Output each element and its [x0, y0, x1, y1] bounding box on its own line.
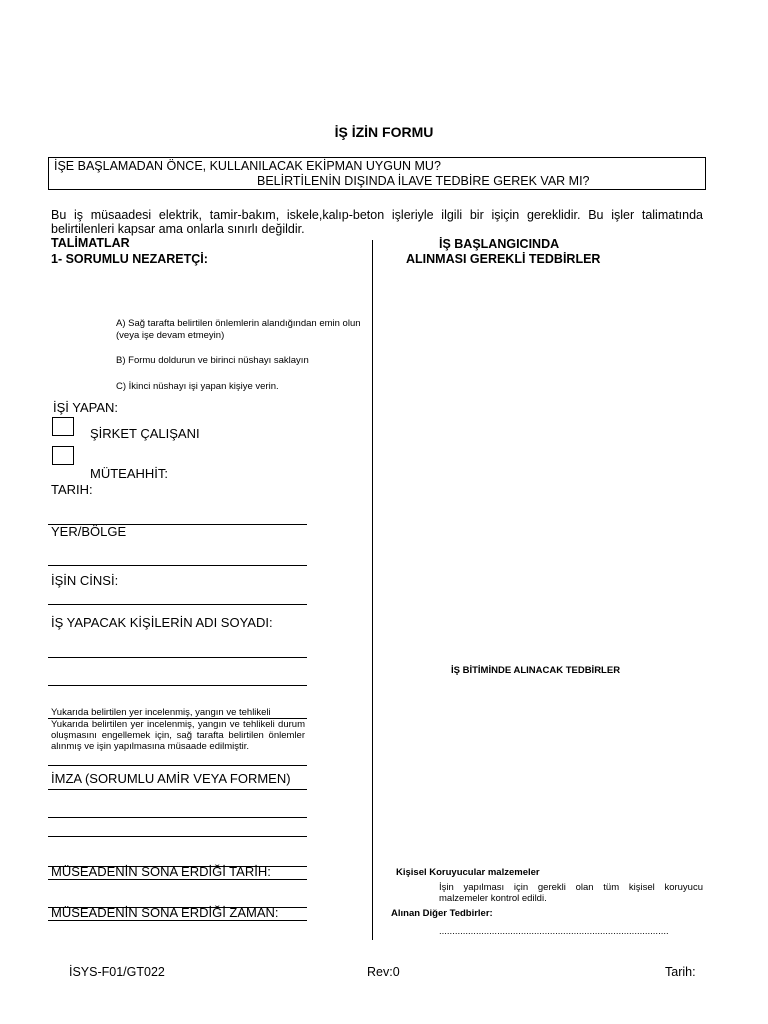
location-line[interactable]	[48, 565, 307, 566]
other-measures-dots[interactable]: .......................................................................................	[439, 926, 669, 937]
workers-names-label: İŞ YAPACAK KİŞİLERİN ADI SOYADI:	[51, 615, 273, 630]
signature-line-1[interactable]	[48, 789, 307, 790]
workers-line-2[interactable]	[48, 685, 307, 686]
end-measures-heading: İŞ BİTİMİNDE ALINACAK TEDBİRLER	[451, 665, 621, 676]
signature-line-3[interactable]	[48, 836, 307, 837]
end-date-label: MÜSEADENİN SONA ERDİĞİ TARİH:	[51, 864, 271, 879]
intro-paragraph: Bu iş müsaadesi elektrik, tamir-bakım, iskele,kalıp-beton işleriyle ilgili bir işiçin gereklidir. Bu işler talimatında belirtilenleri kapsar ama onlarla sınırlı değildir.	[51, 208, 703, 236]
signature-top-line	[48, 765, 307, 766]
instruction-a: A) Sağ tarafta belirtilen önlemlerin alandığından emin olun (veya işe devam etmeyin)	[116, 318, 361, 341]
start-measures-heading: İŞ BAŞLANGICINDA	[439, 237, 560, 251]
supervisor-heading: 1- SORUMLU NEZARETÇİ:	[51, 252, 208, 266]
declaration-paragraph: Yukarıda belirtilen yer incelenmiş, yangın ve tehlikeli	[51, 707, 271, 718]
instruction-b: B) Formu doldurun ve birinci nüshayı saklayın	[116, 355, 309, 366]
footer-revision: Rev:0	[367, 965, 400, 979]
isi-yapan-label: İŞİ YAPAN:	[53, 400, 119, 415]
footer-doc-code: İSYS-F01/GT022	[69, 965, 165, 979]
company-employee-checkbox[interactable]	[52, 417, 74, 436]
instruction-c: C) İkinci nüshayı işi yapan kişiye verin.	[116, 381, 279, 392]
declaration-text: Yukarıda belirtilen yer incelenmiş, yangın ve tehlikeli durum oluşmasını engellemek için, sağ tarafta belirtilen önlemler alınmış ve işin yapılmasına müsaade edilmiştir.	[51, 719, 305, 752]
company-employee-label: ŞİRKET ÇALIŞANI	[90, 426, 200, 441]
question-line-2: BELİRTİLENİN DIŞINDA İLAVE TEDBİRE GEREK VAR MI?	[257, 174, 590, 188]
end-time-line[interactable]	[48, 920, 307, 921]
question-line-1: İŞE BAŞLAMADAN ÖNCE, KULLANILACAK EKİPMAN UYGUN MU?	[54, 159, 441, 173]
contractor-checkbox[interactable]	[52, 446, 74, 465]
signature-line-2[interactable]	[48, 817, 307, 818]
work-type-label: İŞİN CİNSİ:	[51, 573, 119, 588]
signature-label: İMZA (SORUMLU AMİR VEYA FORMEN)	[51, 771, 291, 786]
ppe-title: Kişisel Koruyucular malzemeler	[396, 867, 540, 878]
end-date-line[interactable]	[48, 879, 307, 880]
other-measures-title: Alınan Diğer Tedbirler:	[391, 908, 493, 919]
date-label: TARIH:	[51, 482, 93, 497]
end-time-label: MÜSEADENİN SONA ERDİĞİ ZAMAN:	[51, 905, 279, 920]
workers-line-1[interactable]	[48, 657, 307, 658]
contractor-label: MÜTEAHHİT:	[90, 466, 168, 481]
form-title: İŞ İZİN FORMU	[334, 124, 434, 140]
column-divider	[372, 240, 373, 940]
question-box	[48, 157, 706, 190]
required-measures-heading: ALINMASI GEREKLİ TEDBİRLER	[406, 252, 601, 266]
footer-date: Tarih:	[665, 965, 696, 979]
instructions-heading: TALİMATLAR	[51, 236, 130, 250]
work-type-line[interactable]	[48, 604, 307, 605]
location-label: YER/BÖLGE	[51, 524, 127, 539]
ppe-text: İşin yapılması için gerekli olan tüm kişisel koruyucu malzemeler kontrol edildi.	[439, 882, 703, 904]
